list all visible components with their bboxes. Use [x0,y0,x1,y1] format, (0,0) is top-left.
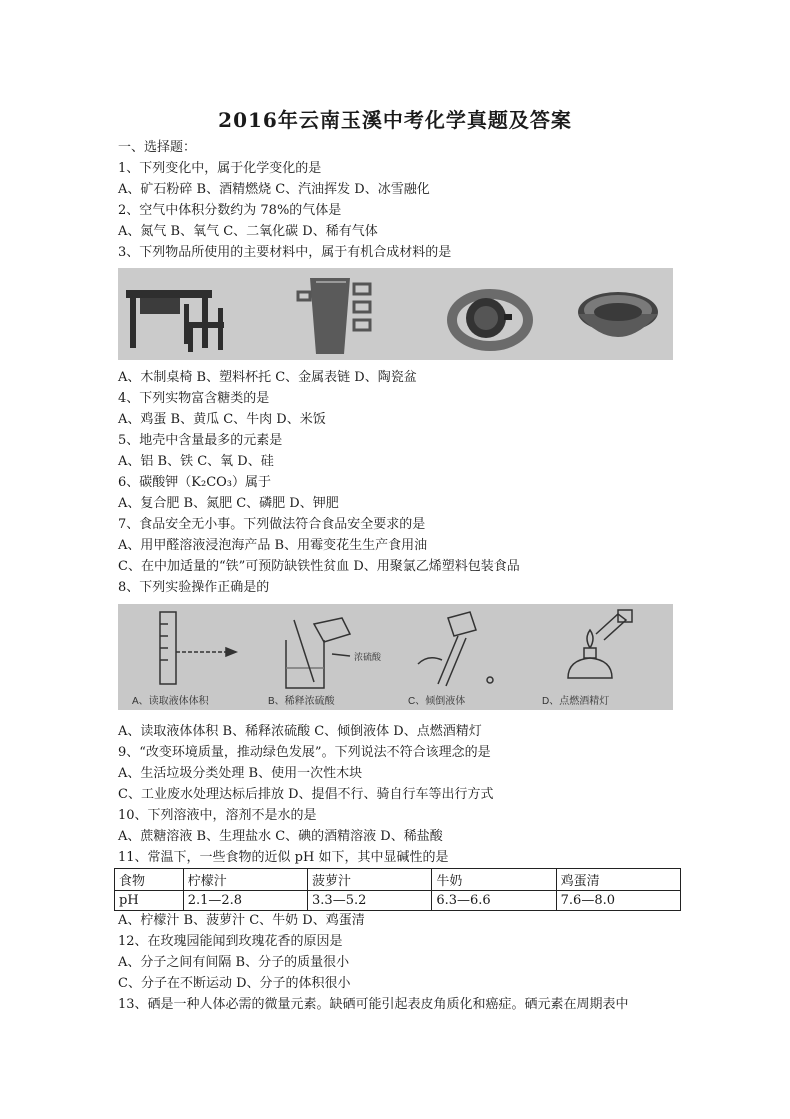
question-3: 3、下列物品所使用的主要材料中，属于有机合成材料的是 [118,245,452,260]
options-2: A、氮气 B、氧气 C、二氧化碳 D、稀有气体 [118,224,378,239]
table-row [115,869,681,891]
caption-d: D、点燃酒精灯 [542,696,610,707]
question-12: 12、在玫瑰园能闻到玫瑰花香的原因是 [118,934,343,949]
table-cell: 6.3—6.6 [432,891,556,911]
options-9-cd: C、工业废水处理达标后排放 D、提倡不行、骑自行车等出行方式 [118,787,494,802]
question-2: 2、空气中体积分数约为 78%的气体是 [118,203,342,218]
table-cell: pH [115,891,184,911]
table-cell: 7.6—8.0 [556,891,680,911]
caption-c: C、倾倒液体 [408,696,466,707]
question-4: 4、下列实物富含糖类的是 [118,391,270,406]
options-10: A、蔗糖溶液 B、生理盐水 C、碘的酒精溶液 D、稀盐酸 [118,829,443,844]
options-7-ab: A、用甲醛溶液浸泡海产品 B、用霉变花生生产食用油 [118,538,428,553]
question-11: 11、常温下，一些食物的近似 pH 如下，其中显碱性的是 [118,850,449,865]
question-6: 6、碳酸钾（K₂CO₃）属于 [118,475,272,490]
table-cell: 3.3—5.2 [308,891,432,911]
materials-image [118,268,673,360]
options-12-ab: A、分子之间有间隔 B、分子的质量很小 [118,955,350,970]
question-7: 7、食品安全无小事。下列做法符合食品安全要求的是 [118,517,426,532]
question-5: 5、地壳中含量最多的元素是 [118,433,283,448]
options-9-ab: A、生活垃圾分类处理 B、使用一次性木块 [118,766,363,781]
options-4: A、鸡蛋 B、黄瓜 C、牛肉 D、米饭 [118,412,326,427]
options-12-cd: C、分子在不断运动 D、分子的体积很小 [118,976,351,991]
table-row [115,891,681,911]
options-5: A、铝 B、铁 C、氧 D、硅 [118,454,274,469]
table-cell: 2.1—2.8 [183,891,307,911]
options-7-cd: C、在中加适量的“铁”可预防缺铁性贫血 D、用聚氯乙烯塑料包装食品 [118,559,520,574]
question-1: 1、下列变化中，属于化学变化的是 [118,161,322,176]
question-8: 8、下列实验操作正确是的 [118,580,270,595]
caption-b: B、稀释浓硫酸 [268,696,335,707]
lab-operations-image [118,604,673,710]
section-heading: 一、选择题： [118,140,197,155]
options-3: A、木制桌椅 B、塑料杯托 C、金属表链 D、陶瓷盆 [118,370,417,385]
table-cell: 食物 [115,869,184,891]
question-10: 10、下列溶液中，溶剂不是水的是 [118,808,317,823]
table-cell: 菠萝汁 [308,869,432,891]
table-cell: 鸡蛋清 [556,869,680,891]
table-cell: 柠檬汁 [183,869,307,891]
acid-label: 浓硫酸 [354,652,382,662]
ph-table [114,868,681,911]
question-9: 9、“改变环境质量，推动绿色发展”。下列说法不符合该理念的是 [118,745,491,760]
question-13: 13、硒是一种人体必需的微量元素。缺硒可能引起表皮角质化和癌症。硒元素在周期表中 [118,997,629,1012]
caption-a: A、读取液体体积 [132,696,209,707]
options-11: A、柠檬汁 B、菠萝汁 C、牛奶 D、鸡蛋清 [118,913,365,928]
options-8: A、读取液体体积 B、稀释浓硫酸 C、倾倒液体 D、点燃酒精灯 [118,724,482,739]
options-1: A、矿石粉碎 B、酒精燃烧 C、汽油挥发 D、冰雪融化 [118,182,430,197]
page-title: 2016年云南玉溪中考化学真题及答案 [218,108,572,132]
options-6: A、复合肥 B、氮肥 C、磷肥 D、钾肥 [118,496,339,511]
table-cell: 牛奶 [432,869,556,891]
